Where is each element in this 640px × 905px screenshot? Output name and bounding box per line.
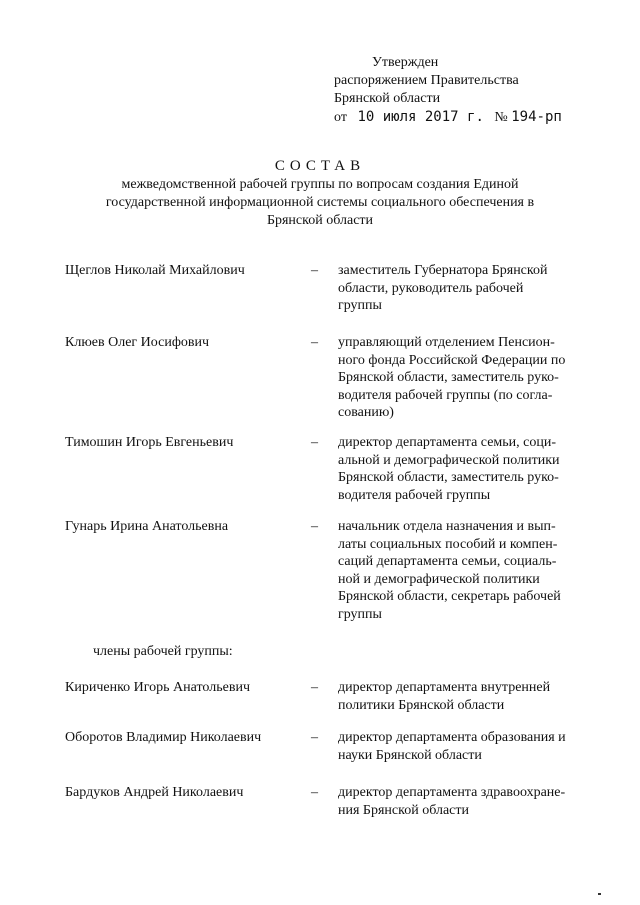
date-value: 10 июля 2017 г. — [357, 109, 484, 125]
approval-date-line — [334, 108, 634, 127]
dash-separator: – — [311, 519, 318, 534]
approval-heading: Утвержден — [372, 55, 439, 70]
role-line: ного фонда Российской Федерации по — [338, 352, 566, 368]
dash-separator: – — [311, 335, 318, 350]
role-line: области, руководитель рабочей — [338, 280, 524, 296]
leader-row — [65, 434, 590, 504]
person-name: Тимошин Игорь Евгеньевич — [65, 435, 234, 450]
person-role — [338, 334, 590, 422]
role-line: начальник отдела назначения и вып- — [338, 519, 556, 534]
person-role — [338, 262, 590, 315]
role-line: саций департамента семьи, социаль- — [338, 554, 557, 569]
dash-separator: – — [311, 435, 318, 450]
person-role — [338, 784, 590, 819]
subtitle-line: Брянской области — [266, 213, 374, 228]
role-line: альной и демографической политики — [338, 452, 560, 468]
member-row — [65, 784, 590, 819]
approval-stamp — [334, 54, 634, 127]
role-line: водителя рабочей группы (по согла- — [338, 387, 553, 403]
person-name: Кириченко Игорь Анатольевич — [65, 680, 250, 695]
number-value: 194-рп — [511, 109, 562, 125]
members-section-label: члены рабочей группы: — [93, 644, 233, 659]
role-line: Брянской области, заместитель руко- — [338, 370, 559, 385]
leader-row — [65, 262, 590, 315]
dash-separator: – — [311, 730, 318, 745]
person-role — [338, 679, 590, 714]
role-line: водителя рабочей группы — [338, 487, 491, 503]
role-line: ния Брянской области — [338, 802, 469, 818]
dash-separator: – — [311, 785, 318, 800]
approval-order: распоряжением Правительства — [334, 73, 519, 88]
person-name: Бардуков Андрей Николаевич — [65, 785, 244, 800]
document-title: СОСТАВ — [274, 158, 366, 174]
member-row — [65, 729, 590, 764]
role-line: сованию) — [338, 405, 394, 420]
leader-row — [65, 518, 590, 623]
role-line: ной и демографической политики — [338, 571, 540, 587]
person-role — [338, 729, 590, 764]
date-prefix: от — [334, 110, 347, 125]
role-line: управляющий отделением Пенсион- — [338, 335, 555, 350]
role-line: группы — [338, 298, 382, 313]
role-line: директор департамента внутренней — [338, 680, 551, 695]
person-name: Гунарь Ирина Анатольевна — [65, 519, 229, 534]
role-line: латы социальных пособий и компен- — [338, 536, 558, 552]
member-row — [65, 679, 590, 714]
role-line: группы — [338, 606, 382, 622]
page-mark — [598, 893, 601, 895]
person-role — [338, 434, 590, 504]
person-name: Клюев Олег Иосифович — [65, 335, 210, 350]
person-name: Оборотов Владимир Николаевич — [65, 730, 262, 745]
person-name: Щеглов Николай Михайлович — [65, 263, 245, 278]
role-line: науки Брянской области — [338, 747, 482, 763]
role-line: Брянской области, секретарь рабочей — [338, 589, 561, 604]
role-line: директор департамента семьи, соци- — [338, 435, 557, 450]
subtitle-line: межведомственной рабочей группы по вопросам создания Единой — [121, 177, 519, 192]
role-line: политики Брянской области — [338, 697, 505, 713]
document-title-block — [60, 156, 580, 230]
role-line: директор департамента здравоохране- — [338, 785, 566, 800]
role-line: заместитель Губернатора Брянской — [338, 263, 548, 278]
dash-separator: – — [311, 263, 318, 278]
role-line: директор департамента образования и — [338, 730, 566, 745]
number-prefix: № — [494, 110, 508, 125]
role-line: Брянской области, заместитель руко- — [338, 470, 559, 485]
dash-separator: – — [311, 680, 318, 695]
subtitle-line: государственной информационной системы социального обеспечения в — [105, 195, 535, 210]
approval-region: Брянской области — [334, 91, 441, 106]
leader-row — [65, 334, 590, 422]
person-role — [338, 518, 590, 623]
